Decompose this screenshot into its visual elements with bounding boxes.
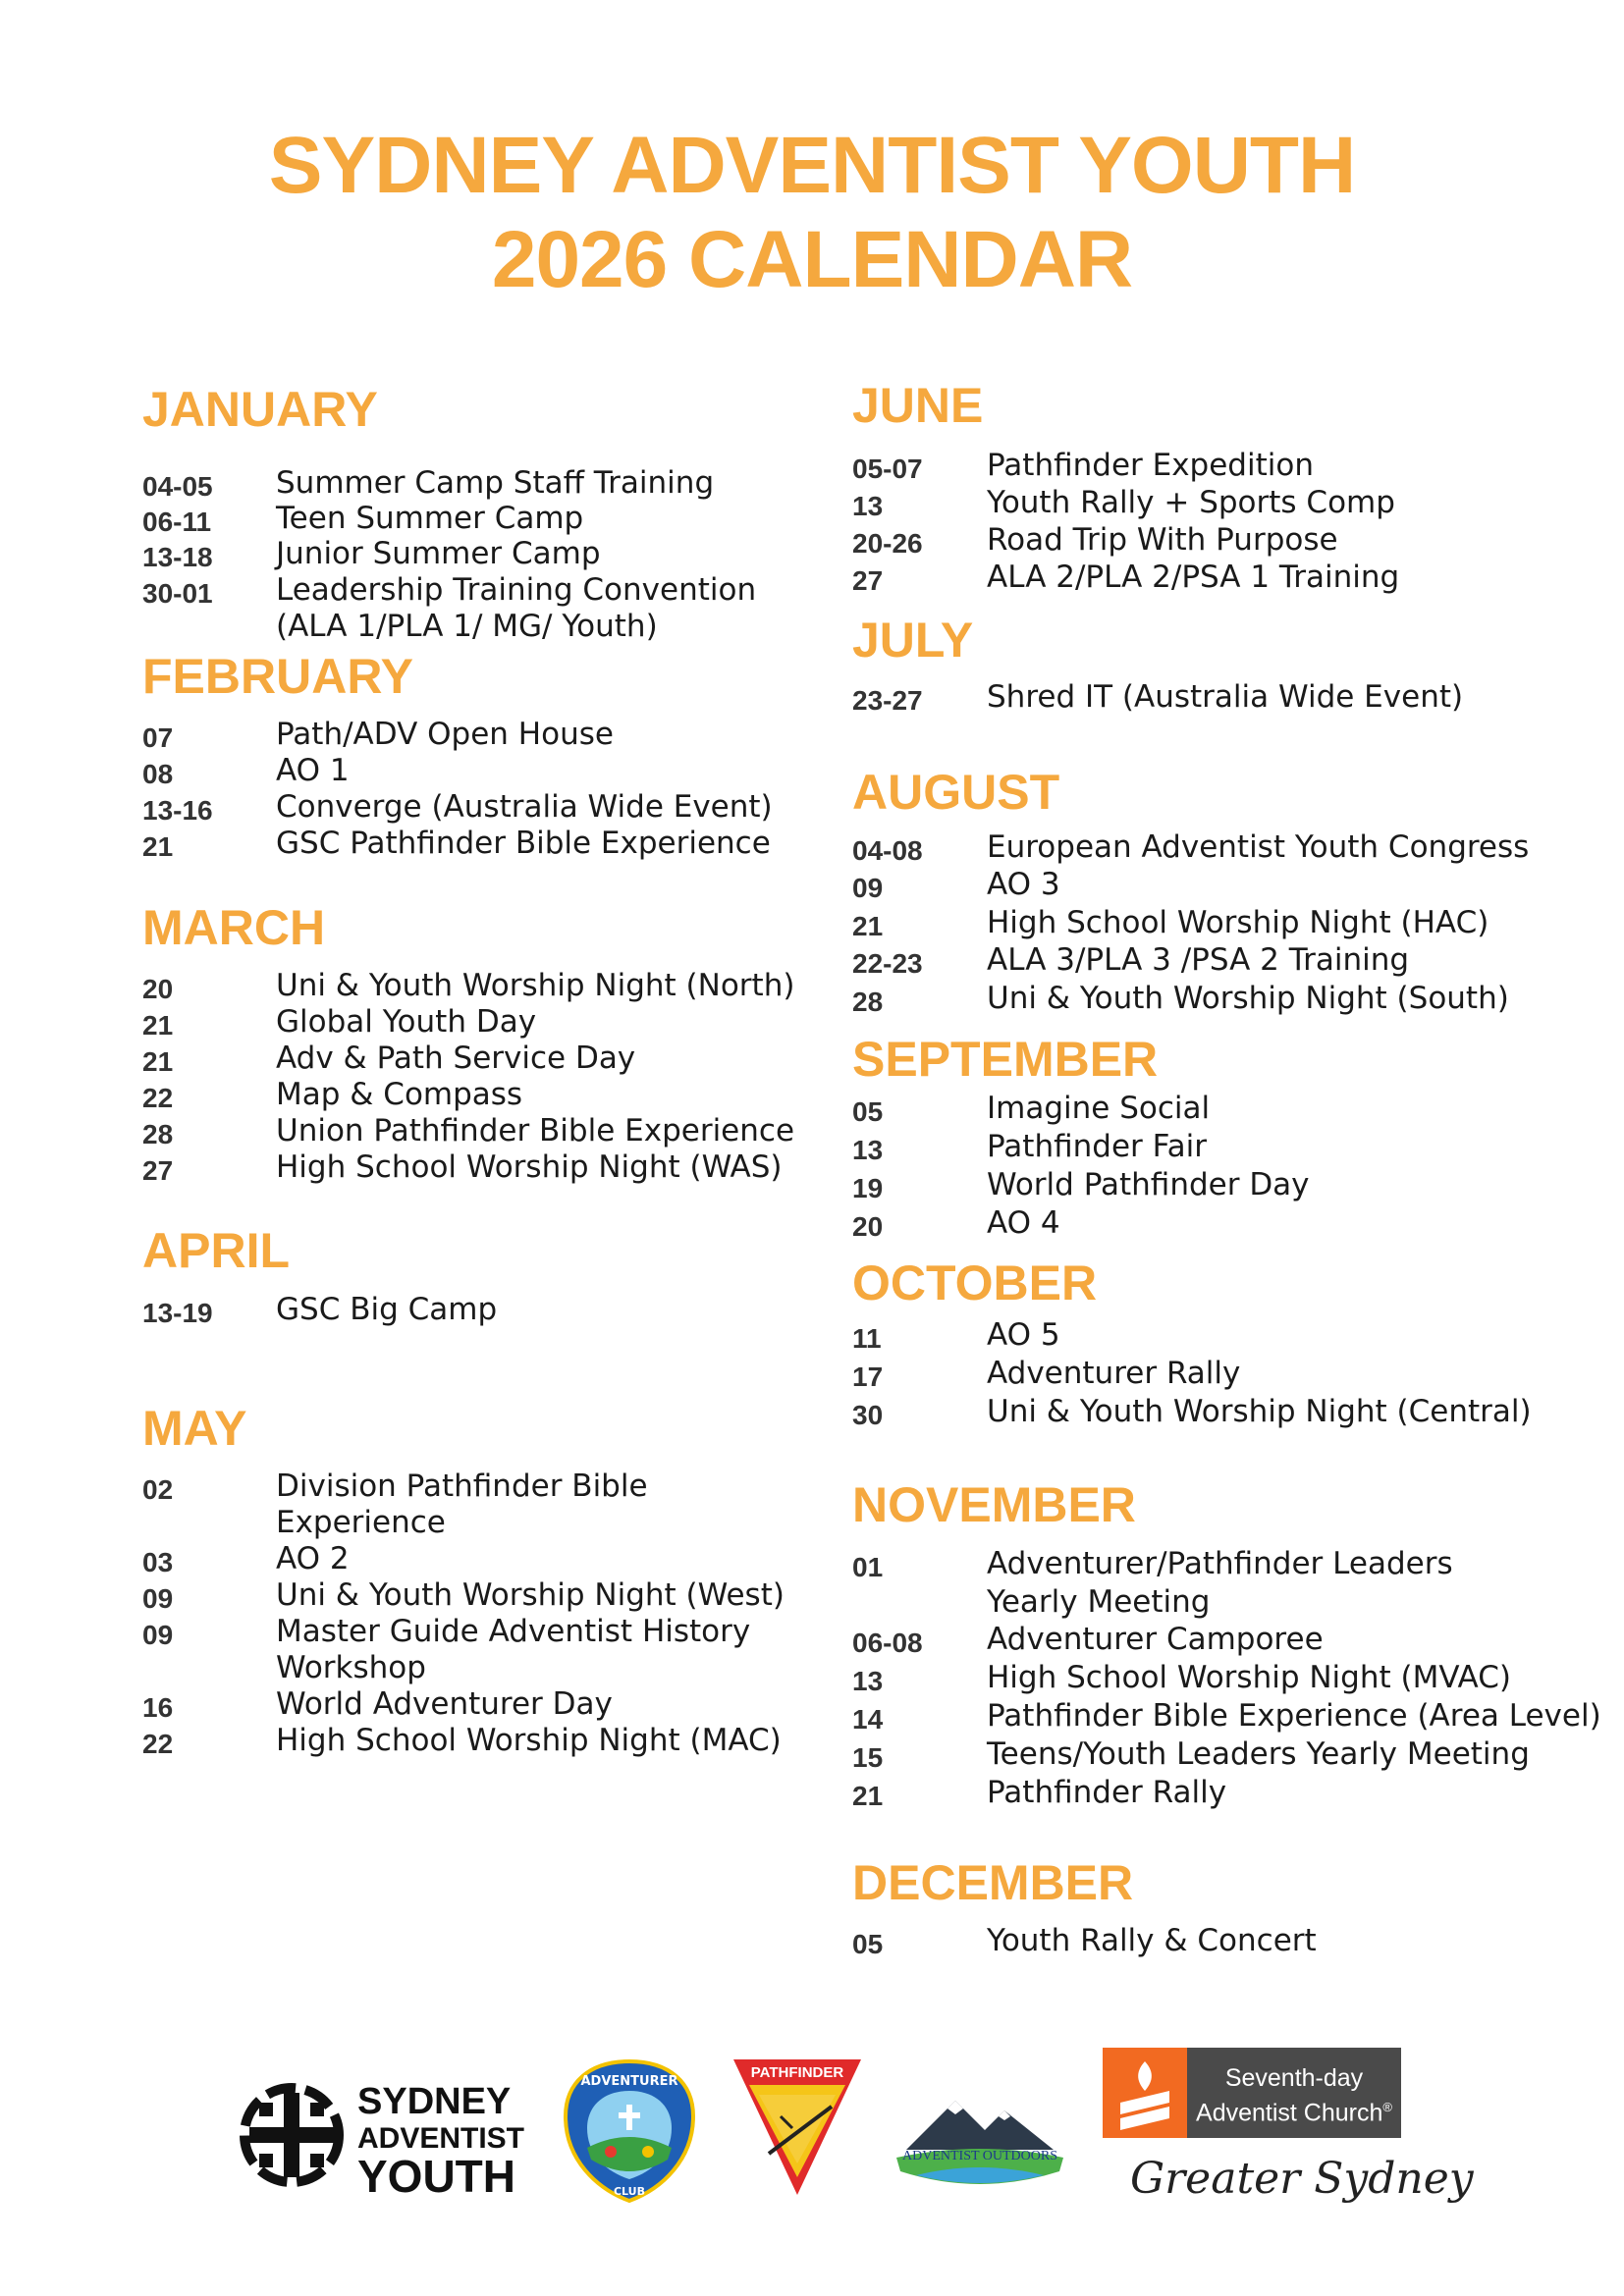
event-name: High School Worship Night (HAC) xyxy=(987,905,1489,940)
event-name: Pathfinder Fair xyxy=(987,1129,1207,1164)
event-date: 13-19 xyxy=(142,1298,213,1328)
event-date: 21 xyxy=(142,1010,174,1041)
event-name: High School Worship Night (WAS) xyxy=(276,1149,783,1185)
event-date: 13-18 xyxy=(142,542,213,572)
event-date: 05 xyxy=(852,1096,884,1127)
month-heading-april: APRIL xyxy=(142,1223,290,1278)
event-date: 13 xyxy=(852,1135,884,1165)
event-date: 22 xyxy=(142,1083,174,1113)
event-name: Adv & Path Service Day xyxy=(276,1041,636,1076)
event-date: 06-08 xyxy=(852,1628,923,1658)
event-date: 30-01 xyxy=(142,578,213,609)
event-name: Pathfinder Expedition xyxy=(987,448,1314,483)
event-date: 03 xyxy=(142,1547,174,1577)
footer-logos xyxy=(0,2042,1624,2238)
event-name: AO 4 xyxy=(987,1205,1060,1241)
outdoors-logo-text: ADVENTIST OUTDOORS xyxy=(901,2149,1058,2163)
event-name: World Adventurer Day xyxy=(276,1686,613,1722)
event-name: Pathfinder Bible Experience (Area Level) xyxy=(987,1698,1601,1734)
month-heading-december: DECEMBER xyxy=(852,1855,1134,1910)
event-date: 13 xyxy=(852,491,884,521)
adventurer-club-logo xyxy=(560,2057,699,2205)
event-name: Uni & Youth Worship Night (North) xyxy=(276,968,795,1003)
event-name: European Adventist Youth Congress xyxy=(987,829,1530,865)
month-heading-july: JULY xyxy=(852,613,974,667)
event-name: World Pathfinder Day xyxy=(987,1167,1310,1202)
page-title-line-2: 2026 CALENDAR xyxy=(491,215,1133,304)
event-name: ALA 3/PLA 3 /PSA 2 Training xyxy=(987,942,1410,978)
event-date: 02 xyxy=(142,1474,174,1505)
event-name: Uni & Youth Worship Night (West) xyxy=(276,1577,785,1613)
event-date: 05 xyxy=(852,1929,884,1959)
event-date: 20-26 xyxy=(852,528,923,559)
event-name: AO 3 xyxy=(987,867,1060,902)
greater-sydney-signature: Greater Sydney xyxy=(1130,2154,1474,2204)
event-name: Union Pathfinder Bible Experience xyxy=(276,1113,795,1148)
event-date: 22-23 xyxy=(852,948,923,979)
month-heading-october: OCTOBER xyxy=(852,1255,1098,1310)
event-name: Map & Compass xyxy=(276,1077,523,1112)
event-name: Uni & Youth Worship Night (South) xyxy=(987,981,1509,1016)
event-name: AO 2 xyxy=(276,1541,350,1576)
event-date: 21 xyxy=(852,911,884,941)
adventurer-logo-bottom-text: CLUB xyxy=(613,2185,646,2198)
event-date: 05-07 xyxy=(852,454,923,484)
event-date: 09 xyxy=(142,1620,174,1650)
event-date: 16 xyxy=(142,1692,174,1723)
event-name: Youth Rally + Sports Comp xyxy=(987,485,1395,520)
pathfinder-logo-text: PATHFINDER xyxy=(750,2064,844,2081)
event-name: High School Worship Night (MAC) xyxy=(276,1723,782,1758)
month-heading-march: MARCH xyxy=(142,900,326,955)
month-heading-september: SEPTEMBER xyxy=(852,1032,1159,1087)
event-date: 21 xyxy=(142,831,174,862)
event-date: 04-05 xyxy=(142,471,213,502)
sda-greater-sydney-logo xyxy=(1103,2048,1474,2215)
event-name: Teen Summer Camp xyxy=(276,501,584,536)
say-cross-icon xyxy=(238,2081,346,2189)
event-name: Master Guide Adventist History xyxy=(276,1614,751,1649)
event-date: 15 xyxy=(852,1742,884,1773)
month-heading-may: MAY xyxy=(142,1401,247,1456)
event-name: Pathfinder Rally xyxy=(987,1775,1227,1810)
event-name: Leadership Training Convention xyxy=(276,572,757,608)
event-date: 07 xyxy=(142,722,174,753)
month-heading-august: AUGUST xyxy=(852,765,1060,820)
adventurer-logo-top-text: ADVENTURER xyxy=(580,2074,678,2089)
say-logo-word-3: YOUTH xyxy=(357,2151,515,2202)
month-heading-january: JANUARY xyxy=(142,382,378,437)
event-date: 19 xyxy=(852,1173,884,1203)
event-date: 20 xyxy=(142,974,174,1004)
event-name: Adventurer Rally xyxy=(987,1356,1241,1391)
adventist-outdoors-logo xyxy=(887,2081,1073,2199)
event-date: 22 xyxy=(142,1729,174,1759)
event-name: Division Pathfinder Bible xyxy=(276,1468,648,1504)
event-date: 23-27 xyxy=(852,685,923,716)
event-date: 27 xyxy=(852,565,884,596)
event-name: Uni & Youth Worship Night (Central) xyxy=(987,1394,1532,1429)
month-heading-november: NOVEMBER xyxy=(852,1477,1136,1532)
sydney-adventist-youth-logo xyxy=(238,2071,532,2202)
event-date: 09 xyxy=(142,1583,174,1614)
sda-name-line-2: Adventist Church xyxy=(1196,2099,1383,2127)
event-date: 01 xyxy=(852,1552,884,1582)
event-name: Road Trip With Purpose xyxy=(987,522,1338,558)
month-heading-february: FEBRUARY xyxy=(142,649,413,704)
sda-name-line-1: Seventh-day xyxy=(1224,2064,1364,2092)
event-name: Adventurer Camporee xyxy=(987,1622,1324,1657)
event-date: 13-16 xyxy=(142,795,213,826)
event-name: GSC Pathfinder Bible Experience xyxy=(276,826,771,861)
event-name: High School Worship Night (MVAC) xyxy=(987,1660,1511,1695)
event-name: Summer Camp Staff Training xyxy=(276,465,715,501)
pathfinder-logo xyxy=(730,2056,865,2199)
event-date: 11 xyxy=(852,1323,882,1354)
say-logo-word-1: SYDNEY xyxy=(357,2081,512,2122)
event-date: 27 xyxy=(142,1155,174,1186)
event-name: AO 1 xyxy=(276,753,350,788)
event-name: AO 5 xyxy=(987,1317,1060,1353)
event-date: 28 xyxy=(852,987,884,1017)
event-name: Youth Rally & Concert xyxy=(987,1923,1317,1958)
event-date: 28 xyxy=(142,1119,174,1149)
sda-flame-icon xyxy=(1103,2048,1187,2138)
month-heading-june: JUNE xyxy=(852,378,984,433)
event-name: Global Youth Day xyxy=(276,1004,537,1040)
page-title-line-1: SYDNEY ADVENTIST YOUTH xyxy=(268,121,1356,210)
event-date: 14 xyxy=(852,1704,884,1735)
event-name: Path/ADV Open House xyxy=(276,717,614,752)
event-date: 13 xyxy=(852,1666,884,1696)
event-name-continued: Experience xyxy=(276,1505,446,1540)
say-logo-word-2: ADVENTIST xyxy=(357,2122,525,2155)
event-name: ALA 2/PLA 2/PSA 1 Training xyxy=(987,560,1400,595)
event-date: 21 xyxy=(852,1781,884,1811)
event-date: 08 xyxy=(142,759,174,789)
event-date: 17 xyxy=(852,1362,884,1392)
event-name: Teens/Youth Leaders Yearly Meeting xyxy=(987,1736,1530,1772)
event-name: Shred IT (Australia Wide Event) xyxy=(987,679,1464,715)
event-date: 30 xyxy=(852,1400,884,1430)
event-name: Imagine Social xyxy=(987,1091,1211,1126)
event-name-continued: Yearly Meeting xyxy=(987,1584,1211,1620)
event-name: Adventurer/Pathfinder Leaders xyxy=(987,1546,1453,1581)
event-date: 20 xyxy=(852,1211,884,1242)
event-name: GSC Big Camp xyxy=(276,1292,498,1327)
event-name-continued: Workshop xyxy=(276,1650,426,1685)
event-date: 21 xyxy=(142,1046,174,1077)
event-name: Converge (Australia Wide Event) xyxy=(276,789,773,825)
event-name-continued: (ALA 1/PLA 1/ MG/ Youth) xyxy=(276,609,658,644)
event-name: Junior Summer Camp xyxy=(276,536,601,571)
event-date: 09 xyxy=(852,873,884,903)
event-date: 04-08 xyxy=(852,835,923,866)
sda-registered-mark: ® xyxy=(1382,2100,1392,2114)
event-date: 06-11 xyxy=(142,507,212,537)
